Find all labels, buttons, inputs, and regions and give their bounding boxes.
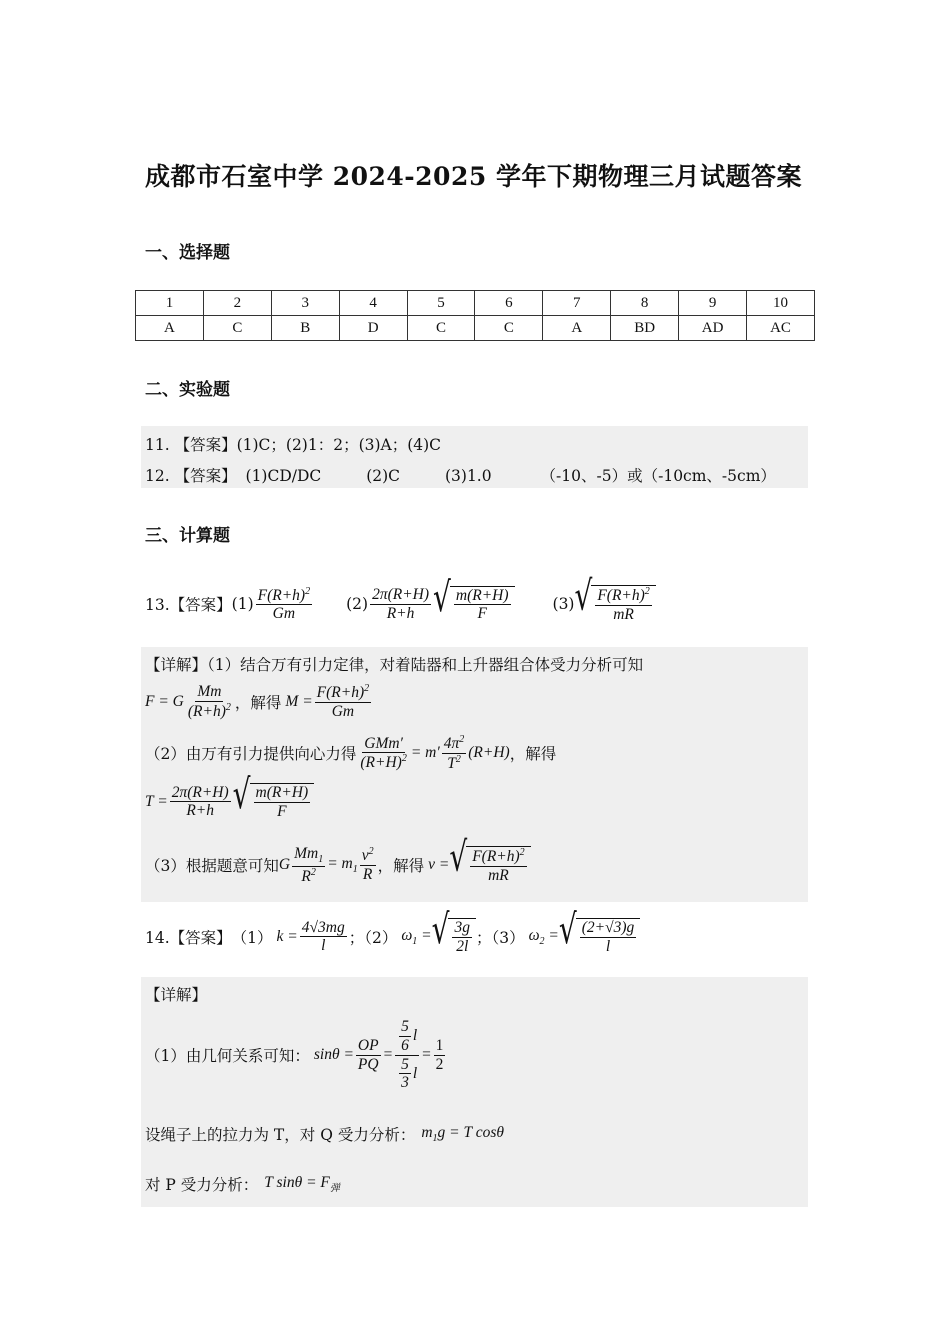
centripetal-formula: $\frac{\text{GMm′}}{(R+H)^2}$ xyxy=(360,734,407,772)
table-cell: 4 xyxy=(339,291,407,316)
solve-text: ，解得 xyxy=(234,693,282,712)
q14-step1: （1）由几何关系可知： sinθ = $\frac{OP}{PQ}$ = $\frac{5}{6}$ l $\frac{5}{3}$ l = $\frac{1}{2}$ xyxy=(145,1018,444,1092)
q14-a1-label: （1） xyxy=(231,928,273,947)
q13-answer xyxy=(145,571,656,624)
q13-answer-1-formula: $\frac{F(R+h)^2}{Gm}$ xyxy=(257,585,311,623)
table-cell: 9 xyxy=(679,291,747,316)
q11-answer: 11. 【答案】(1)C；(2)1：2；(3)A；(4)C xyxy=(145,436,442,454)
ratio-formula: $\frac{5}{6}$ l $\frac{5}{3}$ l xyxy=(395,1018,419,1092)
table-cell: B xyxy=(271,316,339,341)
section-experiment-heading: 二、实验题 xyxy=(145,380,230,400)
q13-step2: （2）由万有引力提供向心力得 $\frac{\text{GMm′}}{(R+H)^2}$ = m′ $\frac{4\pi^2}{T^2}$ (R+H) ，解得 xyxy=(145,734,557,773)
step3-mid: ，解得 xyxy=(377,857,425,876)
q13-label: 13.【答案】 xyxy=(145,596,232,615)
q14-answer: 14.【答案】 （1） k = $\frac{4√3mg}{l}$ ；（2） $\omega_1$ = √ $\frac{3g}{2l}$ ；（3） $\omega_2$ = √ $\frac{(2+√3)g}{l}$ xyxy=(145,918,640,956)
q13-detail-intro: 【详解】（1）结合万有引力定律，对着陆器和上升器组合体受力分析可知 xyxy=(145,656,644,674)
q12-part-1: (1)CD/DC xyxy=(245,467,322,485)
q14-detail-heading: 【详解】 xyxy=(145,986,208,1004)
q14-a2-label: ；（2） xyxy=(348,928,398,947)
step2-end: ，解得 xyxy=(509,745,557,764)
table-cell: C xyxy=(203,316,271,341)
table-cell: A xyxy=(543,316,611,341)
tension-text: 设绳子上的拉力为 T，对 Q 受力分析： xyxy=(145,1126,416,1144)
q12-part-3: (3)1.0 xyxy=(444,467,492,485)
q13-answer-2-sqrt: √ $\frac{m(R+H)}{F}$ xyxy=(433,586,514,624)
q13-answer-2-formula: $\frac{2\pi(R+H)}{R+h}$ xyxy=(372,586,430,622)
table-cell: C xyxy=(475,316,543,341)
q14-p-force-line: 对 P 受力分析： T $\sin\theta = F_弹$ xyxy=(145,1173,340,1195)
choice-answer-table xyxy=(135,290,815,341)
table-cell: 8 xyxy=(611,291,679,316)
q13-answer-3-formula: √ $\frac{F(R+h)^2}{mR}$ xyxy=(574,585,655,624)
table-cell: 10 xyxy=(747,291,815,316)
q12-part-2: (2)C xyxy=(366,467,401,485)
omega2-formula: √ $\frac{(2+√3)g}{l}$ xyxy=(559,918,640,956)
q13-part1-label: (1) xyxy=(231,595,254,614)
table-cell: BD xyxy=(611,316,679,341)
table-cell: 2 xyxy=(203,291,271,316)
q13-part3-label: (3) xyxy=(552,595,575,614)
table-cell: AC xyxy=(747,316,815,341)
section-calc-heading: 三、计算题 xyxy=(145,526,230,546)
page-title: 成都市石室中学 2024-2025 学年下期物理三月试题答案 xyxy=(145,162,802,191)
q14-a3-label: ；（3） xyxy=(475,928,525,947)
table-cell: AD xyxy=(679,316,747,341)
spring-constant-formula: $\frac{4√3mg}{l}$ xyxy=(301,918,345,955)
q13-step1: F = G $\frac{Mm}{(R+h)^2}$ ，解得 M = $\frac{F(R+h)^2}{Gm}$ xyxy=(145,683,370,720)
q14-tension-line: 设绳子上的拉力为 T，对 Q 受力分析： $m_1g = T$ cosθ xyxy=(145,1123,504,1145)
mass-formula: $\frac{F(R+h)^2}{Gm}$ xyxy=(316,683,370,720)
table-row-numbers xyxy=(136,291,815,316)
section-choice-heading: 一、选择题 xyxy=(145,243,230,263)
table-cell: D xyxy=(339,316,407,341)
q12-label: 12. 【答案】 xyxy=(145,467,237,485)
p-force-text: 对 P 受力分析： xyxy=(145,1176,259,1194)
table-cell: 1 xyxy=(136,291,204,316)
step3-text: （3）根据题意可知 xyxy=(145,857,279,876)
table-cell: 7 xyxy=(543,291,611,316)
q13-period-result: T = $\frac{2\pi(R+H)}{R+h}$ √ $\frac{m(R+H)}{F}$ xyxy=(145,783,314,821)
step1-text: （1）由几何关系可知： xyxy=(145,1047,310,1066)
table-cell: A xyxy=(136,316,204,341)
table-cell: C xyxy=(407,316,475,341)
q12-part-4: （-10、-5）或（-10cm、-5cm） xyxy=(540,467,776,485)
omega1-formula: √ $\frac{3g}{2l}$ xyxy=(432,918,476,956)
q13-part2-label: (2) xyxy=(346,595,369,614)
table-cell: 5 xyxy=(407,291,475,316)
q12-answer xyxy=(145,464,776,486)
table-cell: 6 xyxy=(475,291,543,316)
q13-step3: （3）根据题意可知 G $\frac{Mm_1}{R^2}$ = $m_1$ $\frac{v^2}{R}$ ，解得 v = √ $\frac{F(R+h)^2}{mR}$ xyxy=(145,845,531,886)
q14-label: 14.【答案】 xyxy=(145,928,232,947)
gravity-formula: $\frac{Mm}{(R+h)^2}$ xyxy=(187,683,231,720)
table-row-answers xyxy=(136,316,815,341)
table-cell: 3 xyxy=(271,291,339,316)
step2-text: （2）由万有引力提供向心力得 xyxy=(145,745,357,764)
